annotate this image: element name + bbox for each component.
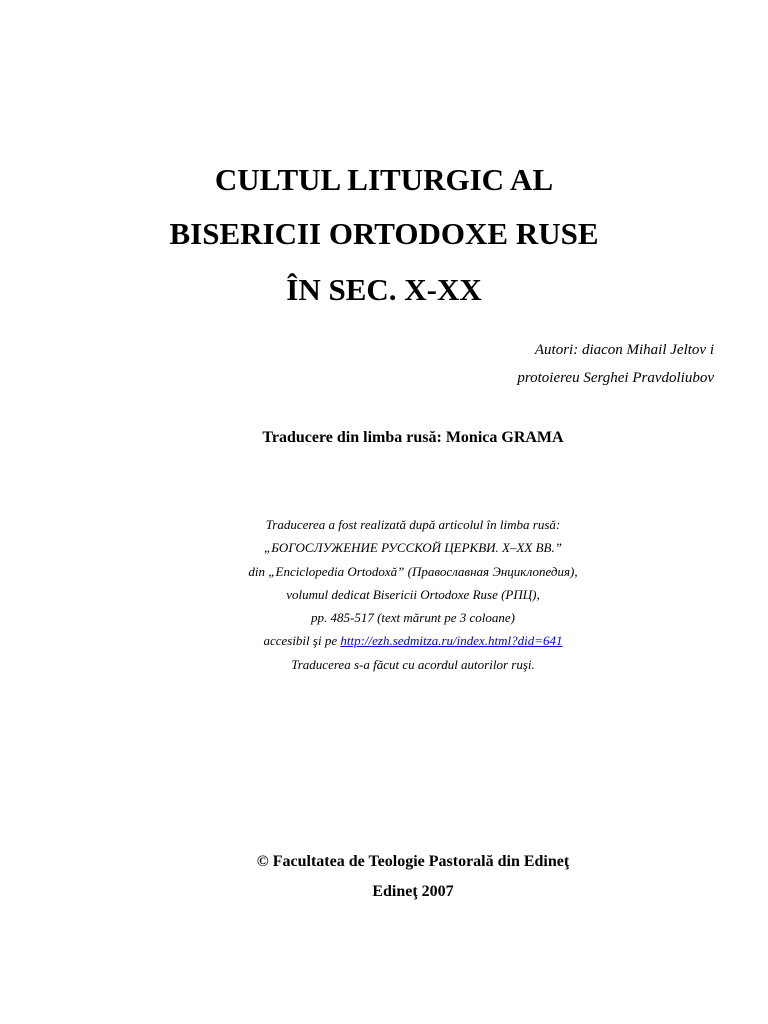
note-line-4: volumul dedicat Bisericii Ortodoxe Ruse (РПЦ), — [286, 586, 540, 602]
note-line-3: din „Enciclopedia Ortodoxă” (Православная Энциклопедия), — [248, 563, 578, 579]
note-line-7: Traducerea s-a făcut cu acordul autorilor ruşi. — [291, 656, 535, 672]
note-line-6-prefix: accesibil şi pe — [263, 633, 341, 649]
note-line-5: pp. 485-517 (text mărunt pe 3 coloane) — [311, 610, 515, 626]
authors-line-1: Autori: diacon Mihail Jeltov i — [534, 342, 714, 358]
title-line-1: CULTUL LITURGIC AL — [214, 162, 554, 197]
authors-line-2: protoiereu Serghei Pravdoliubov — [517, 370, 714, 386]
note-line-6 — [0, 629, 768, 652]
translator-credit: Traducere din limba rusă: Monica GRAMA — [262, 429, 564, 446]
note-line-1: Traducerea a fost realizată după articolul în limba rusă: — [265, 517, 561, 532]
source-link[interactable]: http://ezh.sedmitza.ru/index.html?did=641 — [340, 633, 563, 649]
copyright-line: © Facultatea de Teologie Pastorală din Edineţ — [256, 853, 570, 870]
title-line-2: BISERICII ORTODOXE RUSE — [169, 216, 599, 251]
note-line-2: „БОГОСЛУЖЕНИЕ РУССКОЙ ЦЕРКВИ. X–XX ВВ.” — [264, 540, 562, 556]
translation-note — [0, 513, 768, 676]
place-year-line: Edineţ 2007 — [372, 883, 454, 900]
title-line-3: ÎN SEC. X-XX — [286, 272, 482, 307]
